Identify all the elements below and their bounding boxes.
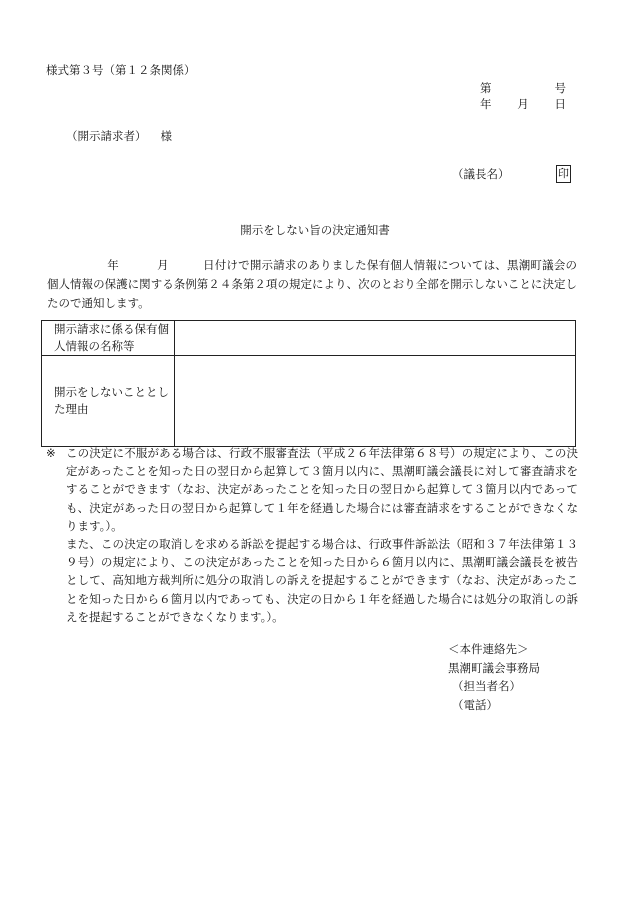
- contact-phone: （電話）: [452, 697, 498, 712]
- table-row: [42, 356, 576, 447]
- note-paragraph-2: また、この決定の取消しを求める訴訟を提起する場合は、行政事件訴訟法（昭和３７年法律第１３９号）の規定により、この決定があったことを知った日から６箇月以内に、黒潮町議会議長を被告として、高知地方裁判所に処分の取消しの訴えを提起することができます（なお、決定があったことを知った日から６箇月以内であっても、決定の日から１年を経過した場合には処分の取消しの訴えを提起することができなくなります。）。: [66, 537, 578, 624]
- recipient: [66, 128, 172, 145]
- contact-block: [448, 640, 540, 714]
- row1-value[interactable]: [175, 321, 576, 356]
- recipient-honorific: 様: [160, 129, 172, 143]
- date-year: 年: [480, 97, 492, 111]
- document-number: [480, 80, 566, 97]
- date-month: 月: [517, 97, 529, 111]
- seal-mark: 印: [556, 165, 571, 183]
- notes: [46, 444, 578, 626]
- contact-person: （担当者名）: [452, 679, 521, 693]
- info-table: [41, 320, 576, 447]
- form-label: 様式第３号（第１２条関係）: [46, 63, 196, 77]
- recipient-name: （開示請求者）: [66, 129, 147, 143]
- table-row: [42, 321, 576, 356]
- document-date: [480, 96, 566, 113]
- document-title: 開示をしない旨の決定通知書: [240, 223, 390, 237]
- note-mark: ※: [46, 446, 56, 460]
- row2-value[interactable]: [175, 356, 576, 447]
- row1-label: 開示請求に係る保有個人情報の名称等: [42, 321, 175, 356]
- row2-label: 開示をしないこととした理由: [42, 356, 175, 447]
- doc-number-go: 号: [554, 81, 566, 95]
- date-day: 日: [554, 97, 566, 111]
- body-paragraph: [47, 256, 577, 313]
- doc-number-dai: 第: [480, 81, 492, 95]
- body-year: 年: [107, 258, 119, 272]
- contact-header: ＜本件連絡先＞: [448, 642, 529, 656]
- body-text: 日付けで開示請求のありました保有個人情報については、黒潮町議会の個人情報の保護に関する条例第２４条第２項の規定により、次のとおり全部を開示しないことに決定したので通知します。: [47, 258, 577, 310]
- chair-name: （議長名）: [452, 167, 510, 181]
- note-paragraph-1: この決定に不服がある場合は、行政不服審査法（平成２６年法律第６８号）の規定により、この決定があったことを知った日の翌日から起算して３箇月以内に、黒潮町議会議長に対して審査請求をすることができます（なお、決定があったことを知った日の翌日から起算して３箇月以内であっても、決定があった日の翌日から起算して１年を経過した場合には審査請求をすることができなくなります。）。: [66, 446, 578, 533]
- contact-office: 黒潮町議会事務局: [448, 660, 540, 675]
- body-month: 月: [156, 258, 169, 272]
